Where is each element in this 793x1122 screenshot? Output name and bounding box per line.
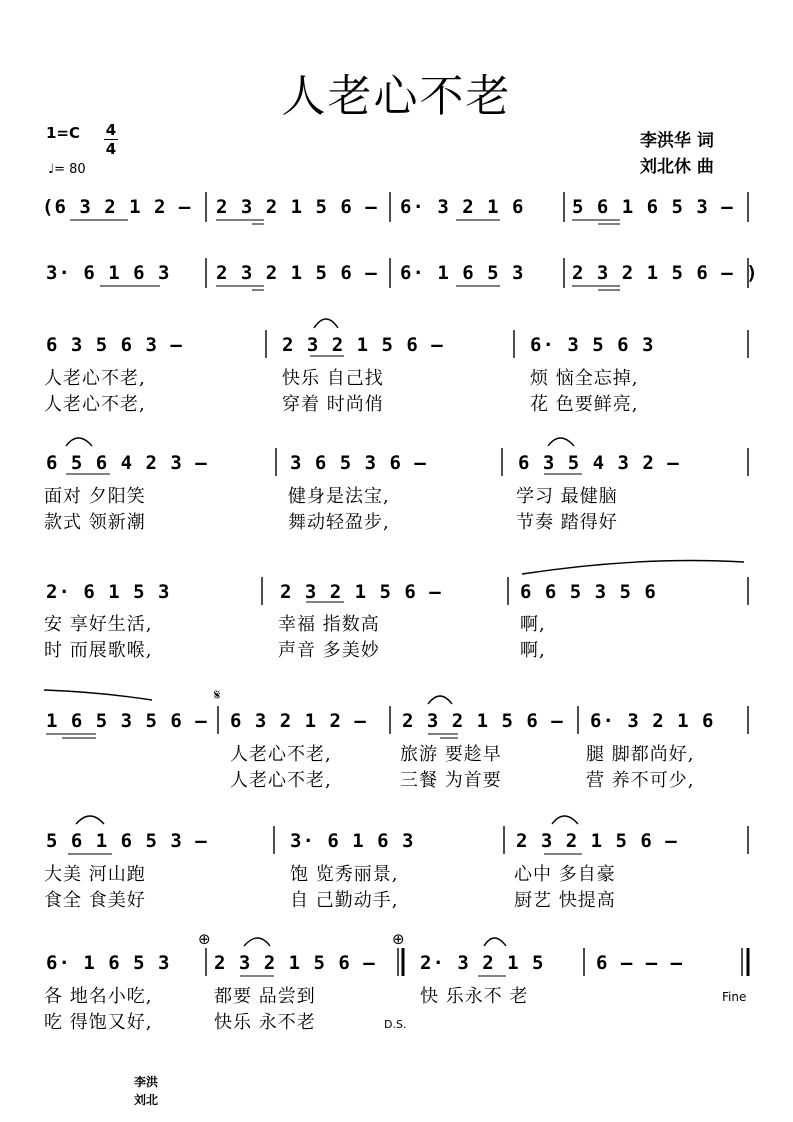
lyric-r4-v1-m2: 健身是法宝, xyxy=(288,486,390,507)
lyric-r5-v1-m2: 幸福 指数高 xyxy=(278,614,380,635)
ds-mark: D.S. xyxy=(384,1018,407,1031)
measure-r7-m2: 3· 6 1 6 3 xyxy=(290,830,415,852)
slur xyxy=(484,938,506,946)
lyric-r5-v2-m1: 时 而展歌喉, xyxy=(44,640,153,661)
measure-r2-m3: 6· 1 6 5 3 xyxy=(400,262,525,284)
measure-r8-m2: 2 3 2 1 5 6 – xyxy=(214,952,376,974)
lyric-r4-v1-m1: 面对 夕阳笑 xyxy=(44,486,146,507)
lyric-r7-v1-m1: 大美 河山跑 xyxy=(44,864,146,885)
lyric-r3-v2-m1: 人老心不老, xyxy=(44,394,146,415)
tempo-marking: ♩= 80 xyxy=(48,162,86,177)
measure-r3-m3: 6· 3 5 6 3 xyxy=(530,334,655,356)
measure-r4-m3: 6 3 5 4 3 2 – xyxy=(518,452,680,474)
lyric-r3-v2-m3: 花 色要鲜亮, xyxy=(530,394,639,415)
measure-r1-m4: 5 6 1 6 5 3 – xyxy=(572,196,734,218)
lyric-r7-v1-m2: 饱 览秀丽景, xyxy=(290,864,399,885)
measure-r3-m1: 6 3 5 6 3 – xyxy=(46,334,183,356)
coda-sign-1: ⊕ xyxy=(198,930,211,948)
lyric-r5-v2-m3: 啊, xyxy=(520,640,546,661)
slur xyxy=(522,561,744,575)
measure-r5-m3: 6 6 5 3 5 6 xyxy=(520,581,657,603)
lyric-r6-v2-m2: 三餐 为首要 xyxy=(400,770,502,791)
lyric-r4-v2-m1: 款式 领新潮 xyxy=(44,512,146,533)
measure-r2-m4: 2 3 2 1 5 6 – ) xyxy=(572,262,759,284)
slur xyxy=(548,438,574,446)
lyric-r7-v2-m1: 食全 食美好 xyxy=(44,890,146,911)
measure-r3-m2: 2 3 2 1 5 6 – xyxy=(282,334,444,356)
measure-r4-m2: 3 6 5 3 6 – xyxy=(290,452,427,474)
footer-fragment-2: 刘北 xyxy=(134,1093,158,1107)
measure-r4-m1: 6 5 6 4 2 3 – xyxy=(46,452,208,474)
lyric-r6-v1-m1: 人老心不老, xyxy=(230,744,332,765)
measure-r1-m1: (6 3 2 1 2 – xyxy=(42,196,192,218)
lyric-r7-v2-m3: 厨艺 快提高 xyxy=(514,890,616,911)
lyric-r8-v2-m1: 吃 得饱又好, xyxy=(44,1012,153,1033)
measure-r5-m1: 2· 6 1 5 3 xyxy=(46,581,171,603)
slur xyxy=(76,816,104,824)
time-signature-bottom: 4 xyxy=(105,140,117,158)
measure-r8-m3: 2· 3 2 1 5 xyxy=(420,952,545,974)
measure-r8-m1: 6· 1 6 5 3 xyxy=(46,952,171,974)
lyric-r8-v2-m2: 快乐 永不老 xyxy=(214,1012,316,1033)
key-signature: 1=C xyxy=(46,124,81,142)
lyric-r8-v1-m3: 快 乐永不 老 xyxy=(420,986,529,1007)
song-title: 人老心不老 xyxy=(281,71,512,122)
slur xyxy=(314,319,338,328)
lyric-r4-v2-m3: 节奏 踏得好 xyxy=(516,512,618,533)
composer-credit: 刘北休 曲 xyxy=(640,157,714,177)
measure-r6-m1: 1 6 5 3 5 6 – xyxy=(46,710,208,732)
measure-r7-m3: 2 3 2 1 5 6 – xyxy=(516,830,678,852)
lyric-r3-v1-m2: 快乐 自己找 xyxy=(282,368,384,389)
lyric-r6-v2-m1: 人老心不老, xyxy=(230,770,332,791)
segno-sign: 𝄋 xyxy=(214,686,221,704)
time-signature-top: 4 xyxy=(105,121,117,139)
lyric-r8-v1-m2: 都要 品尝到 xyxy=(214,986,316,1007)
lyricist-credit: 李洪华 词 xyxy=(640,131,714,151)
lyric-r4-v2-m2: 舞动轻盈步, xyxy=(288,512,390,533)
lyric-r3-v2-m2: 穿着 时尚俏 xyxy=(282,394,384,415)
measure-r5-m2: 2 3 2 1 5 6 – xyxy=(280,581,442,603)
lyric-r4-v1-m3: 学习 最健脑 xyxy=(516,486,618,507)
lyric-r3-v1-m3: 烦 恼全忘掉, xyxy=(530,368,639,389)
lyric-r3-v1-m1: 人老心不老, xyxy=(44,368,146,389)
footer-fragment-1: 李洪 xyxy=(134,1075,158,1089)
measure-r2-m1: 3· 6 1 6 3 xyxy=(46,262,171,284)
lyric-r8-v1-m1: 各 地名小吃, xyxy=(44,986,153,1007)
slur xyxy=(44,690,152,700)
measure-r6-m3: 2 3 2 1 5 6 – xyxy=(402,710,564,732)
lyric-r5-v2-m2: 声音 多美妙 xyxy=(278,640,380,661)
lyric-r5-v1-m3: 啊, xyxy=(520,614,546,635)
measure-r6-m2: 6 3 2 1 2 – xyxy=(230,710,367,732)
measure-r8-m4: 6 – – – xyxy=(596,952,684,974)
lyric-r6-v1-m2: 旅游 要趁早 xyxy=(400,744,502,765)
measure-r2-m2: 2 3 2 1 5 6 – xyxy=(216,262,378,284)
measure-r1-m3: 6· 3 2 1 6 xyxy=(400,196,525,218)
measure-r7-m1: 5 6 1 6 5 3 – xyxy=(46,830,208,852)
lyric-r5-v1-m1: 安 享好生活, xyxy=(44,614,153,635)
measure-r1-m2: 2 3 2 1 5 6 – xyxy=(216,196,378,218)
slur xyxy=(428,696,452,704)
fine-mark: Fine xyxy=(722,990,747,1004)
lyric-r6-v1-m3: 腿 脚都尚好, xyxy=(586,744,695,765)
slur xyxy=(552,816,578,824)
lyric-r7-v1-m3: 心中 多自豪 xyxy=(514,864,616,885)
slur xyxy=(66,438,92,446)
lyric-r7-v2-m2: 自 己勤动手, xyxy=(290,890,399,911)
lyric-r6-v2-m3: 营 养不可少, xyxy=(586,770,695,791)
measure-r6-m4: 6· 3 2 1 6 xyxy=(590,710,715,732)
coda-sign-2: ⊕ xyxy=(392,930,405,948)
slur xyxy=(244,938,270,946)
